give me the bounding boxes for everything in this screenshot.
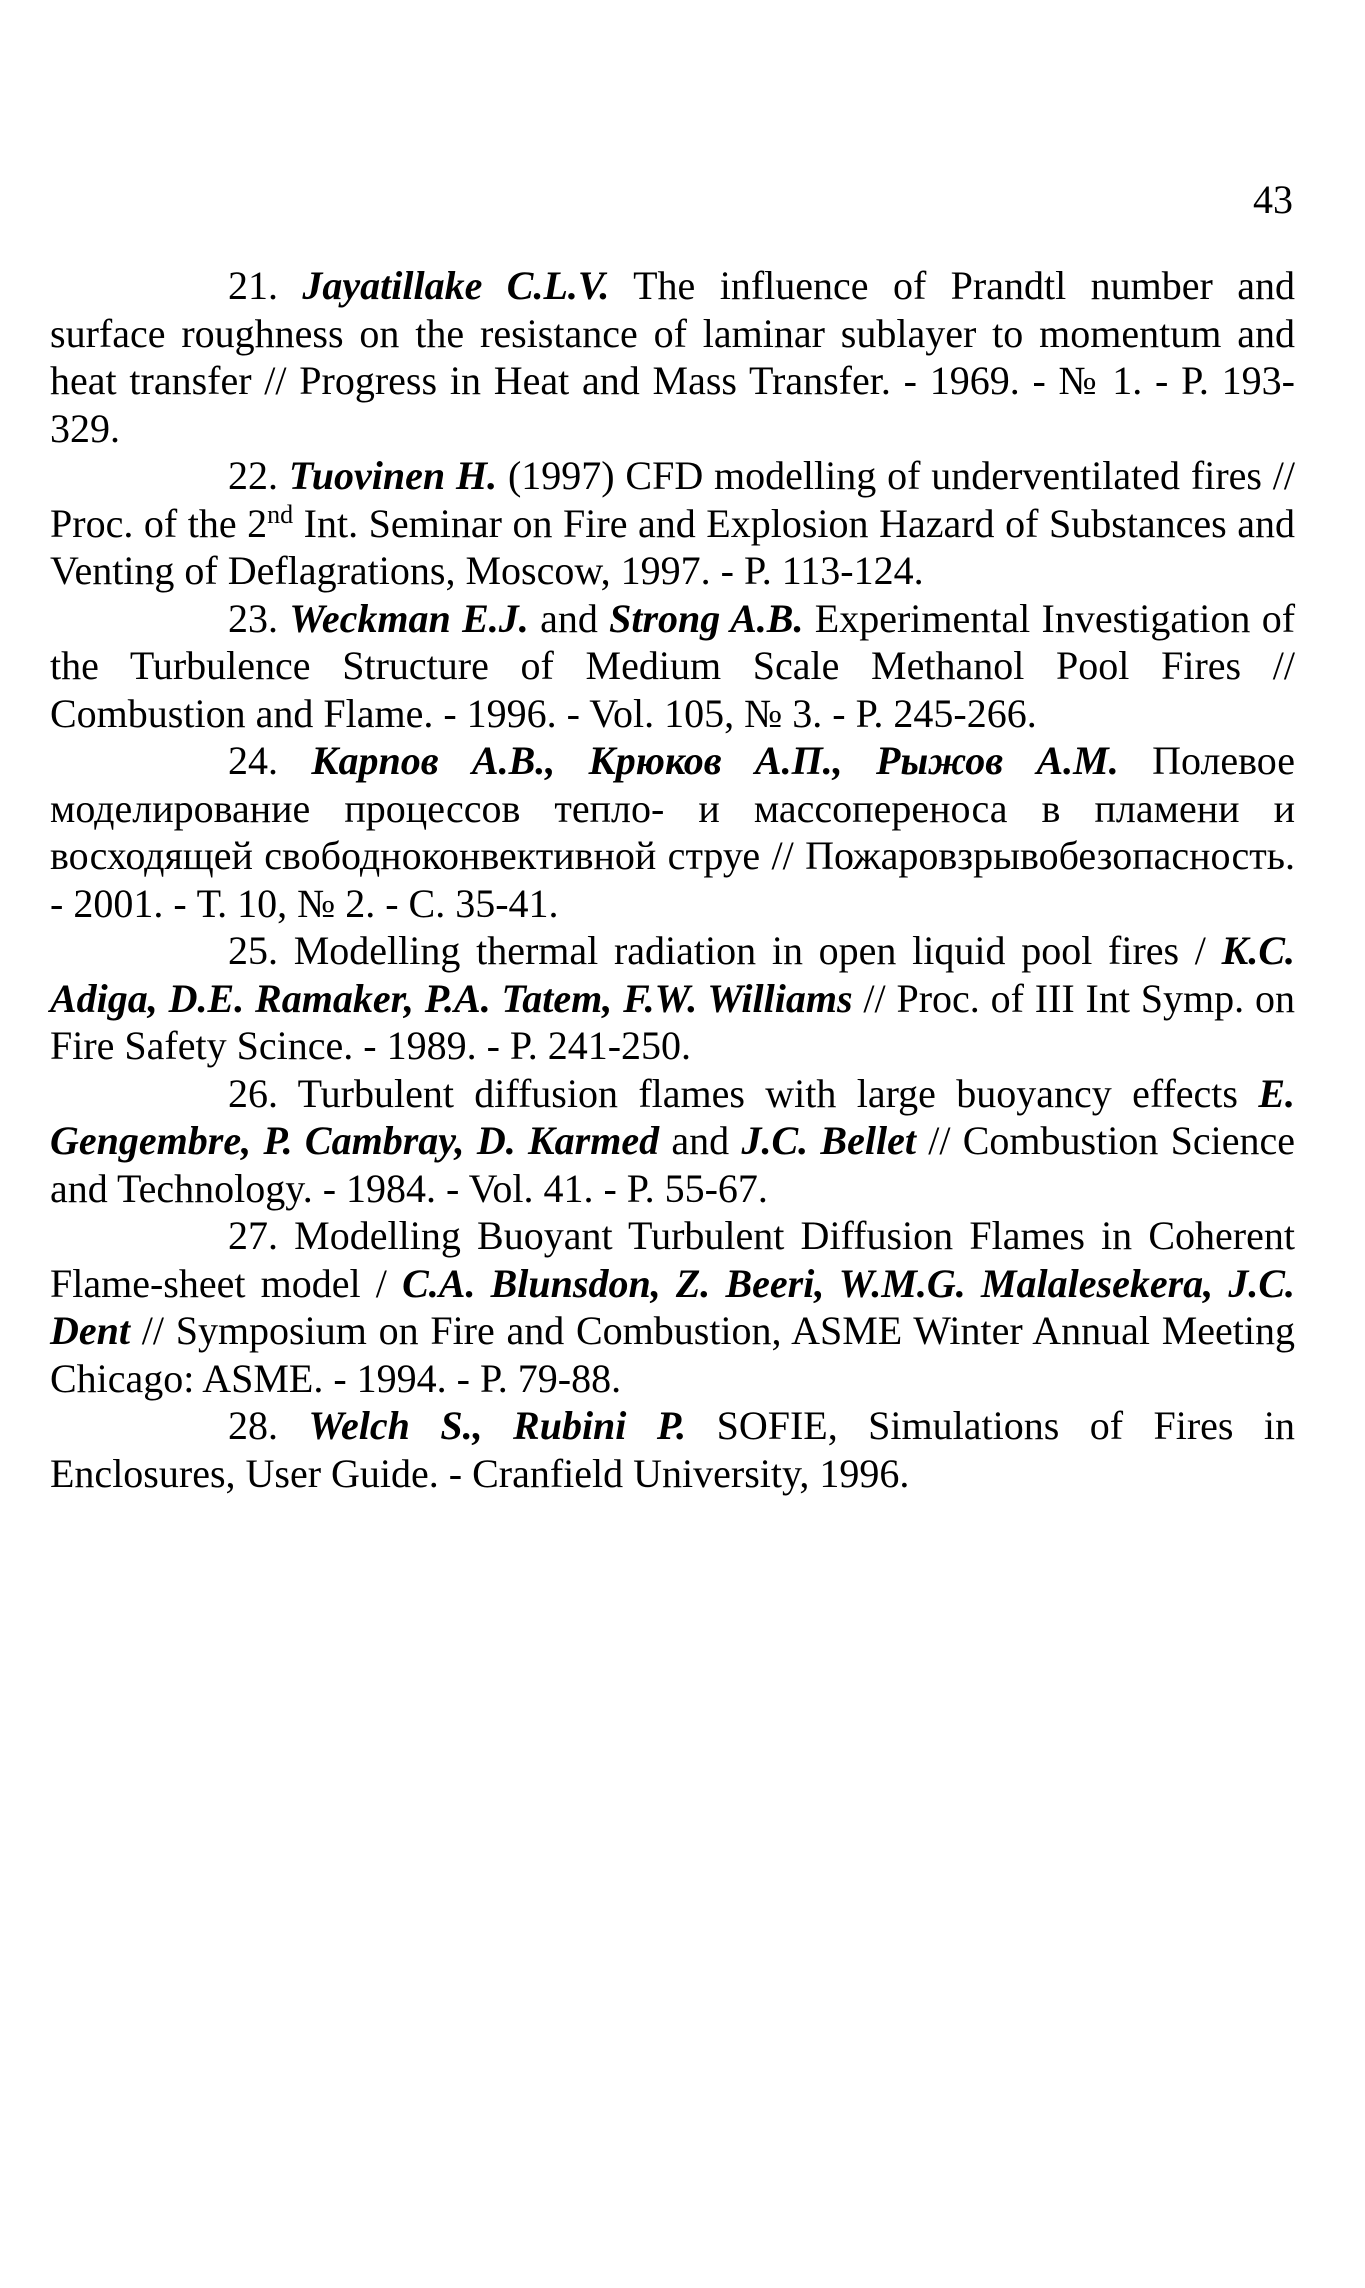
reference-authors-second: Strong A.B. <box>609 595 804 641</box>
reference-27 <box>50 1212 1295 1402</box>
reference-22 <box>50 452 1295 595</box>
reference-number: 25. <box>228 928 278 973</box>
reference-number: 27. <box>228 1213 278 1258</box>
reference-23 <box>50 595 1295 738</box>
ordinal-superscript: nd <box>267 499 294 529</box>
reference-text: SOFIE, Simulations of Fires in Enclosures, User Guide. - Cranfield University, 1996. <box>50 1403 1296 1496</box>
reference-text: Modelling Buoyant Turbulent Diffusion Flames in Coherent Flame-sheet model / <box>50 1213 1295 1306</box>
reference-24 <box>50 737 1295 927</box>
reference-authors: E. Gengembre, P. Cambray, D. Karmed <box>50 1070 1295 1163</box>
reference-text-continued: // Proc. of III Int Symp. on Fire Safety Scince. - 1989. - P. 241-250. <box>50 975 1295 1068</box>
reference-text-continued: // Symposium on Fire and Combustion, ASME Winter Annual Meeting Chicago: ASME. - 1994. - P. 79-88. <box>50 1308 1295 1401</box>
reference-number: 23. <box>228 595 278 641</box>
reference-text: (1997) CFD modelling of underventilated fires // Proc. of the 2 <box>50 453 1296 546</box>
reference-list <box>50 262 1295 1497</box>
reference-text: Modelling thermal radiation in open liquid pool fires / <box>278 928 1222 973</box>
reference-26 <box>50 1070 1295 1213</box>
reference-number: 28. <box>228 1403 278 1448</box>
reference-number: 24. <box>228 738 278 783</box>
reference-21 <box>50 262 1295 452</box>
reference-number: 21. <box>228 263 278 308</box>
reference-text: The influence of Prandtl number and surface roughness on the resistance of laminar sublayer to momentum and heat transfer // Progress in Heat and Mass Transfer. - 1969. - № 1. - P. 193-329. <box>50 263 1295 451</box>
reference-connector: and <box>528 595 610 641</box>
reference-25 <box>50 927 1295 1070</box>
reference-authors: Welch S., Rubini P. <box>308 1403 687 1448</box>
reference-authors: Tuovinen H. <box>288 453 498 498</box>
reference-connector: and <box>659 1118 742 1163</box>
reference-number: 26. <box>228 1070 278 1116</box>
page-number: 43 <box>1253 177 1293 222</box>
reference-text: Turbulent diffusion flames with large buoyancy effects <box>278 1070 1259 1116</box>
reference-authors-second: J.C. Bellet <box>741 1118 916 1163</box>
reference-number: 22. <box>228 453 278 498</box>
reference-authors: Jayatillake C.L.V. <box>302 263 610 308</box>
reference-authors: C.A. Blunsdon, Z. Beeri, W.M.G. Malalesekera, J.C. Dent <box>50 1260 1295 1353</box>
reference-text-continued: // Combustion Science and Technology. - 1984. - Vol. 41. - P. 55-67. <box>50 1118 1295 1211</box>
reference-28 <box>50 1402 1295 1497</box>
reference-text-continued: Int. Seminar on Fire and Explosion Hazard of Substances and Venting of Deflagrations, Moscow, 1997. - P. 113-124. <box>50 500 1295 593</box>
reference-authors: Карпов А.В., Крюков А.П., Рыжов А.М. <box>311 738 1119 783</box>
reference-text: Полевое моделирование процессов тепло- и массопереноса в пламени и восходящей свободноконвективной струе // Пожаровзрывобезопасность. - 2001. - Т. 10, № 2. - С. 35-41. <box>50 738 1296 926</box>
reference-authors: K.C. Adiga, D.E. Ramaker, P.A. Tatem, F.W. Williams <box>50 928 1295 1021</box>
reference-authors: Weckman E.J. <box>289 595 529 641</box>
reference-text: Experimental Investigation of the Turbulence Structure of Medium Scale Methanol Pool Fires // Combustion and Flame. - 1996. - Vol. 105, № 3. - P. 245-266. <box>50 595 1296 736</box>
